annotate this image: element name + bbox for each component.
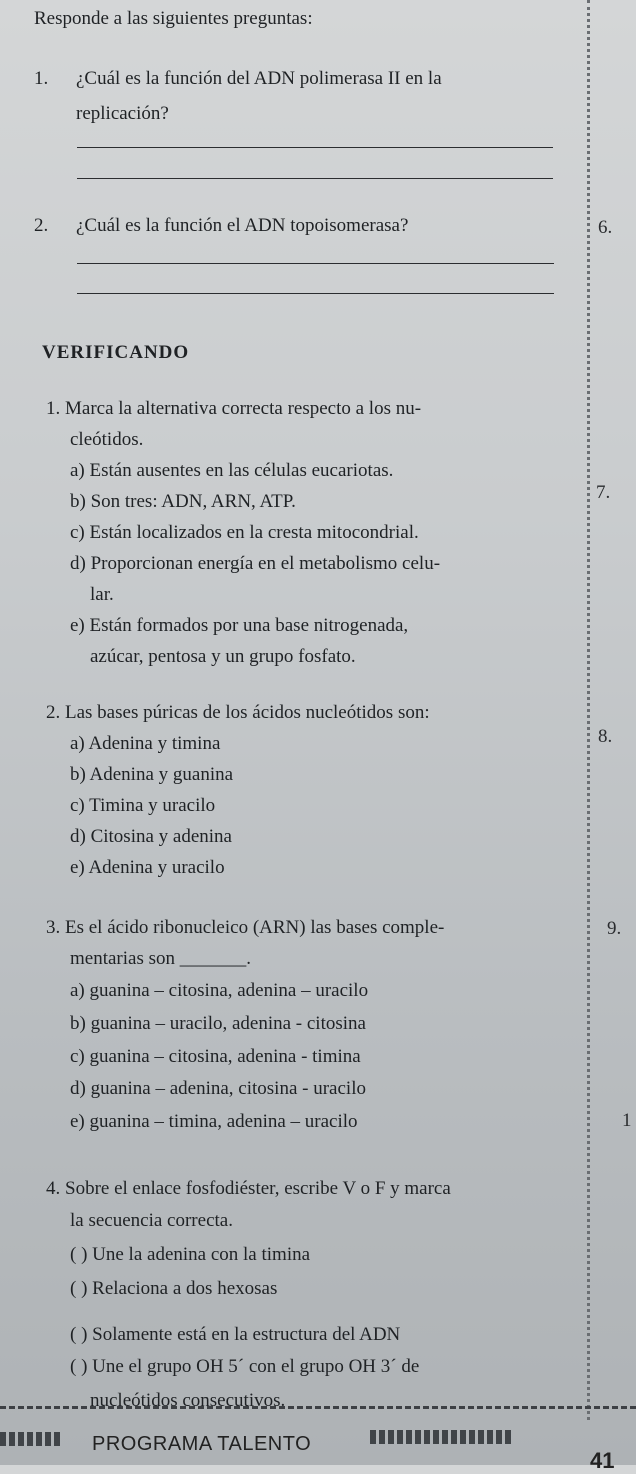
v3-option-a[interactable]: a) guanina – citosina, adenina – uracilo <box>70 980 369 1001</box>
v1-option-c[interactable]: c) Están localizados en la cresta mitocondrial. <box>70 522 419 543</box>
v1-option-d-line1[interactable]: d) Proporcionan energía en el metabolismo celu- <box>70 553 441 574</box>
v4-item-3[interactable]: ( ) Solamente está en la estructura del ADN <box>70 1324 401 1345</box>
v2-option-a[interactable]: a) Adenina y timina <box>70 733 221 754</box>
side-number-10: 1 <box>622 1110 632 1131</box>
q1-number: 1. <box>34 68 49 89</box>
v1-stem-line2: cleótidos. <box>70 429 144 450</box>
v3-option-d[interactable]: d) guanina – adenina, citosina - uracilo <box>70 1078 366 1099</box>
v4-item-4-line2[interactable]: nucleótidos consecutivos. <box>90 1390 286 1411</box>
v2-stem: 2. Las bases púricas de los ácidos nucleótidos son: <box>46 702 430 723</box>
v1-option-e-line1[interactable]: e) Están formados por una base nitrogenada, <box>70 615 409 636</box>
column-divider <box>587 0 590 1420</box>
q2-text: ¿Cuál es la función el ADN topoisomerasa? <box>76 215 409 236</box>
side-number-8: 8. <box>598 726 613 747</box>
v2-option-b[interactable]: b) Adenina y guanina <box>70 764 234 785</box>
v3-stem-line2: mentarias son _______. <box>70 948 252 969</box>
v2-option-d[interactable]: d) Citosina y adenina <box>70 826 232 847</box>
q1-line2: replicación? <box>76 103 169 124</box>
footer-pattern-left <box>0 1432 60 1446</box>
v4-stem-line1: 4. Sobre el enlace fosfodiéster, escribe V o F y marca <box>46 1178 451 1199</box>
page-number: 41 <box>590 1448 615 1473</box>
v4-item-2[interactable]: ( ) Relaciona a dos hexosas <box>70 1278 278 1299</box>
q2-answer-line-2[interactable] <box>77 293 554 294</box>
questions-header: Responde a las siguientes preguntas: <box>34 8 313 29</box>
v1-option-d-line2[interactable]: lar. <box>90 584 114 605</box>
side-number-7: 7. <box>596 482 611 503</box>
v3-option-c[interactable]: c) guanina – citosina, adenina - timina <box>70 1046 361 1067</box>
footer-pattern-right <box>370 1430 512 1444</box>
q2-number: 2. <box>34 215 49 236</box>
q1-answer-line-2[interactable] <box>77 178 553 179</box>
v2-option-e[interactable]: e) Adenina y uracilo <box>70 857 225 878</box>
v1-stem-line1: 1. Marca la alternativa correcta respecto a los nu- <box>46 398 422 419</box>
v4-item-1[interactable]: ( ) Une la adenina con la timina <box>70 1244 311 1265</box>
v3-option-e[interactable]: e) guanina – timina, adenina – uracilo <box>70 1111 358 1132</box>
q1-line1: ¿Cuál es la función del ADN polimerasa II en la <box>76 68 442 89</box>
footer-divider <box>0 1406 636 1411</box>
side-number-6: 6. <box>598 217 613 238</box>
section-title: VERIFICANDO <box>42 342 190 363</box>
v1-option-b[interactable]: b) Son tres: ADN, ARN, ATP. <box>70 491 296 512</box>
footer-program: PROGRAMA TALENTO <box>92 1433 312 1455</box>
v1-option-e-line2[interactable]: azúcar, pentosa y un grupo fosfato. <box>90 646 356 667</box>
v4-stem-line2: la secuencia correcta. <box>70 1210 233 1231</box>
q2-answer-line-1[interactable] <box>77 263 554 264</box>
v3-option-b[interactable]: b) guanina – uracilo, adenina - citosina <box>70 1013 366 1034</box>
side-number-9: 9. <box>607 918 622 939</box>
v4-item-4-line1[interactable]: ( ) Une el grupo OH 5´ con el grupo OH 3´ de <box>70 1356 420 1377</box>
q1-answer-line-1[interactable] <box>77 147 553 148</box>
v2-option-c[interactable]: c) Timina y uracilo <box>70 795 216 816</box>
v1-option-a[interactable]: a) Están ausentes en las células eucariotas. <box>70 460 394 481</box>
v3-stem-line1: 3. Es el ácido ribonucleico (ARN) las bases comple- <box>46 917 445 938</box>
